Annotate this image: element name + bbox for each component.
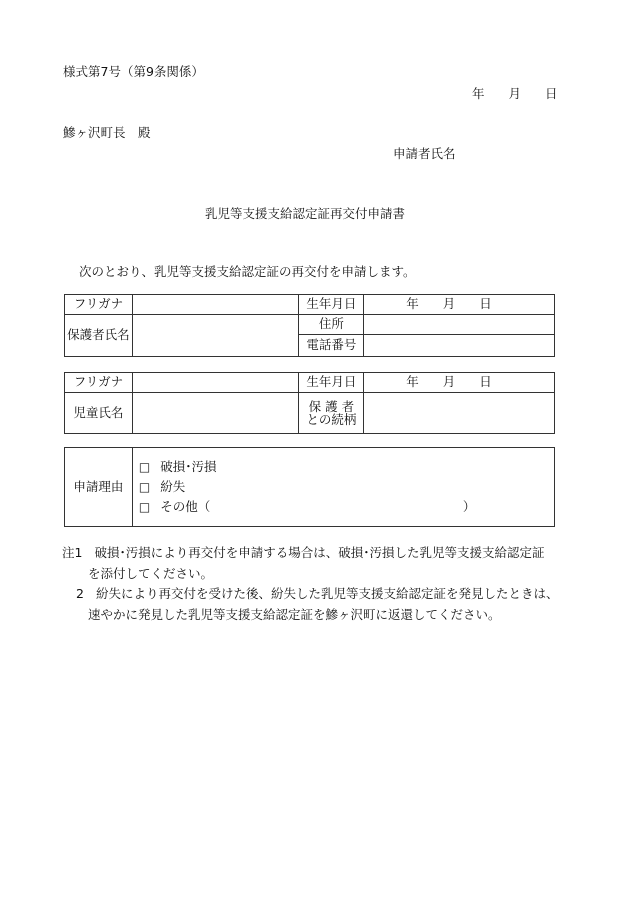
reason-label: 申請理由 bbox=[65, 448, 133, 527]
guardian-birth-year: 年 bbox=[406, 296, 419, 312]
notes bbox=[62, 543, 558, 625]
reason-options bbox=[132, 448, 554, 527]
addressee: 鰺ヶ沢町長 殿 bbox=[63, 125, 151, 140]
checkbox-icon[interactable]: □ bbox=[138, 480, 151, 494]
guardian-birthdate-field[interactable] bbox=[364, 295, 555, 315]
reason-table bbox=[64, 447, 555, 527]
child-birthdate-field[interactable] bbox=[364, 373, 555, 393]
guardian-phone-field[interactable] bbox=[364, 335, 555, 357]
note1-line1: 破損･汚損により再交付を申請する場合は、破損･汚損した乳児等支援支給認定証 bbox=[94, 545, 545, 560]
reason-option-label: 紛失 bbox=[160, 478, 186, 494]
child-table bbox=[64, 372, 555, 434]
child-birth-month: 月 bbox=[442, 374, 456, 390]
note2-line1: 紛失により再交付を受けた後、紛失した乳児等支援支給認定証を発見したときは、 bbox=[95, 586, 559, 601]
guardian-phone-label: 電話番号 bbox=[299, 335, 364, 357]
child-birthdate-label: 生年月日 bbox=[299, 373, 364, 393]
relation-label bbox=[299, 393, 364, 434]
guardian-name-label: 保護者氏名 bbox=[65, 315, 133, 357]
guardian-address-label: 住所 bbox=[299, 315, 364, 335]
reason-option-other[interactable] bbox=[139, 497, 554, 517]
child-furigana-field[interactable] bbox=[132, 373, 299, 393]
guardian-birth-month: 月 bbox=[442, 296, 456, 312]
guardian-furigana-field[interactable] bbox=[132, 295, 299, 315]
other-close-paren: ） bbox=[462, 498, 476, 514]
date-line bbox=[472, 88, 558, 101]
relation-label-line1: 保 護 者 bbox=[308, 398, 355, 414]
guardian-birth-day: 日 bbox=[479, 296, 492, 312]
note2-line2: 速やかに発見した乳児等支援支給認定証を鰺ヶ沢町に返還してください。 bbox=[88, 606, 501, 622]
guardian-furigana-label: フリガナ bbox=[65, 295, 133, 315]
child-birth-year: 年 bbox=[406, 374, 419, 390]
reason-option-damage[interactable] bbox=[139, 457, 554, 477]
date-day-label: 日 bbox=[545, 86, 558, 101]
intro-text: 次のとおり、乳児等支援支給認定証の再交付を申請します。 bbox=[79, 264, 416, 279]
guardian-name-field[interactable] bbox=[132, 315, 299, 357]
form-number: 様式第7号（第9条関係） bbox=[63, 64, 204, 79]
note1-prefix: 注1 bbox=[62, 545, 83, 560]
checkbox-icon[interactable]: □ bbox=[138, 460, 151, 474]
guardian-birthdate-label: 生年月日 bbox=[299, 295, 364, 315]
reason-option-lost[interactable] bbox=[139, 477, 554, 497]
child-name-label: 児童氏名 bbox=[65, 393, 133, 434]
date-year-label: 年 bbox=[472, 86, 485, 101]
note2-prefix: 2 bbox=[76, 586, 84, 601]
child-furigana-label: フリガナ bbox=[65, 373, 133, 393]
child-name-field[interactable] bbox=[132, 393, 299, 434]
date-month-label: 月 bbox=[508, 86, 522, 101]
reason-option-label: 破損･汚損 bbox=[160, 458, 217, 474]
guardian-address-field[interactable] bbox=[364, 315, 555, 335]
relation-field[interactable] bbox=[364, 393, 555, 434]
relation-label-line2: との続柄 bbox=[306, 412, 357, 427]
guardian-table bbox=[64, 294, 555, 357]
form-title: 乳児等支援支給認定証再交付申請書 bbox=[205, 206, 406, 221]
applicant-name-label: 申請者氏名 bbox=[393, 146, 456, 161]
checkbox-icon[interactable]: □ bbox=[138, 500, 151, 514]
reason-option-label: その他（ bbox=[160, 498, 211, 514]
child-birth-day: 日 bbox=[479, 374, 492, 390]
note1-line2: を添付してください。 bbox=[88, 565, 214, 581]
